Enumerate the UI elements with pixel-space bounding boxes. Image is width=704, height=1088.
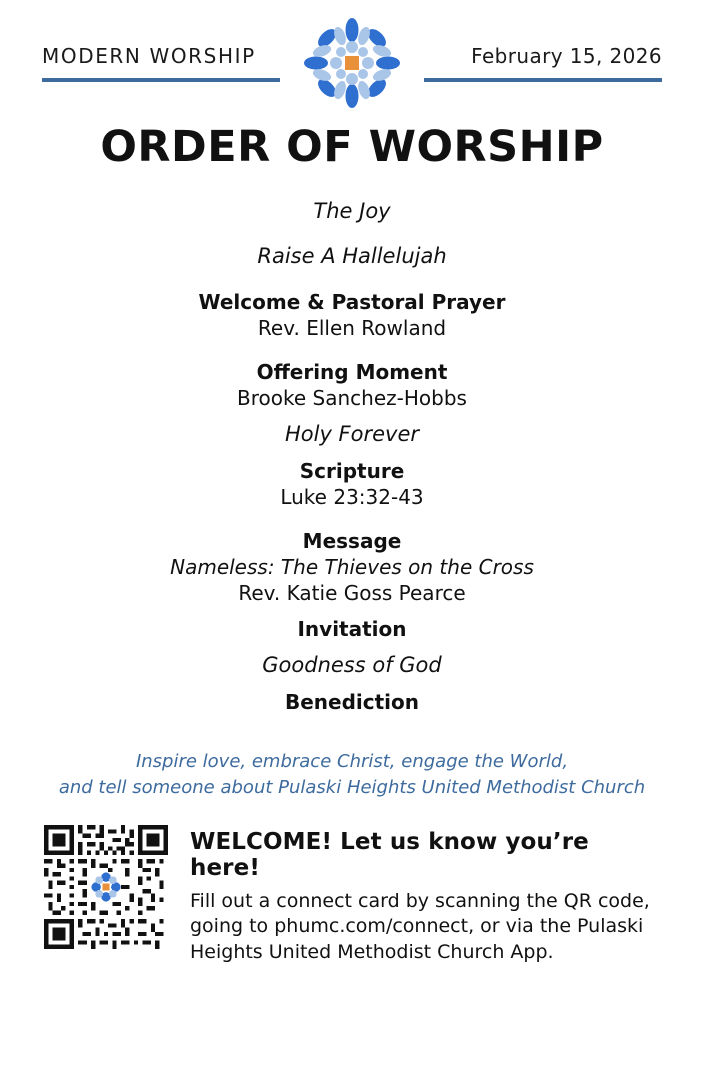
qr-code-icon[interactable] <box>44 825 168 949</box>
page-title: ORDER OF WORSHIP <box>100 122 604 172</box>
flower-logo-icon <box>300 17 404 109</box>
mission-line-1: Inspire love, embrace Christ, engage the World, <box>135 751 569 773</box>
spacer <box>0 679 704 689</box>
spacer <box>0 642 704 652</box>
order-item <box>0 652 704 679</box>
order-item <box>0 198 704 225</box>
document-header <box>0 0 704 96</box>
order-item <box>0 359 704 411</box>
order-item-subtitle: Rev. Ellen Rowland <box>257 315 447 340</box>
connect-instructions: Fill out a connect card by scanning the QR code, going to phumc.com/connect, or via the Pulaski Heights United Methodist Church App. <box>190 890 650 963</box>
mission-line-2: and tell someone about Pulaski Heights United Methodist Church <box>58 777 646 799</box>
song-title: Holy Forever <box>284 421 420 446</box>
order-item-subtitle: Luke 23:32-43 <box>280 484 424 509</box>
order-item <box>0 458 704 510</box>
mission-statement <box>0 749 704 801</box>
song-title: The Joy <box>313 199 391 223</box>
header-right <box>406 44 662 82</box>
document-footer <box>0 825 704 964</box>
order-item <box>0 421 704 448</box>
service-type-label: MODERN WORSHIP <box>42 44 256 68</box>
header-rule-right <box>424 78 662 82</box>
song-title: Raise A Hallelujah <box>257 244 447 269</box>
service-date-label: February 15, 2026 <box>471 44 662 68</box>
spacer <box>0 448 704 458</box>
order-item-heading: Message <box>302 528 402 553</box>
qr-code-graphic <box>44 825 168 949</box>
church-logo <box>298 17 406 109</box>
order-item-heading: Benediction <box>284 690 420 715</box>
order-item <box>0 528 704 606</box>
order-item <box>0 243 704 270</box>
song-title: Goodness of God <box>262 652 442 677</box>
order-item <box>0 689 704 715</box>
order-item <box>0 616 704 642</box>
header-left <box>42 44 298 82</box>
header-rule-left <box>42 78 280 82</box>
order-item-heading: Invitation <box>297 616 407 641</box>
order-item-heading: Offering Moment <box>256 359 448 384</box>
order-item-subtitle: Brooke Sanchez-Hobbs <box>237 385 467 410</box>
welcome-heading: WELCOME! Let us know you’re here! <box>190 829 589 882</box>
order-item-heading: Welcome & Pastoral Prayer <box>198 289 506 314</box>
order-item-subtitle: Rev. Katie Goss Pearce <box>238 580 466 605</box>
order-item-sermon-title: Nameless: The Thieves on the Cross <box>170 554 534 579</box>
order-of-worship-list <box>0 198 704 715</box>
order-item-heading: Scripture <box>299 458 405 483</box>
spacer <box>0 411 704 421</box>
spacer <box>0 606 704 616</box>
order-item <box>0 289 704 341</box>
footer-text-block <box>190 825 660 964</box>
